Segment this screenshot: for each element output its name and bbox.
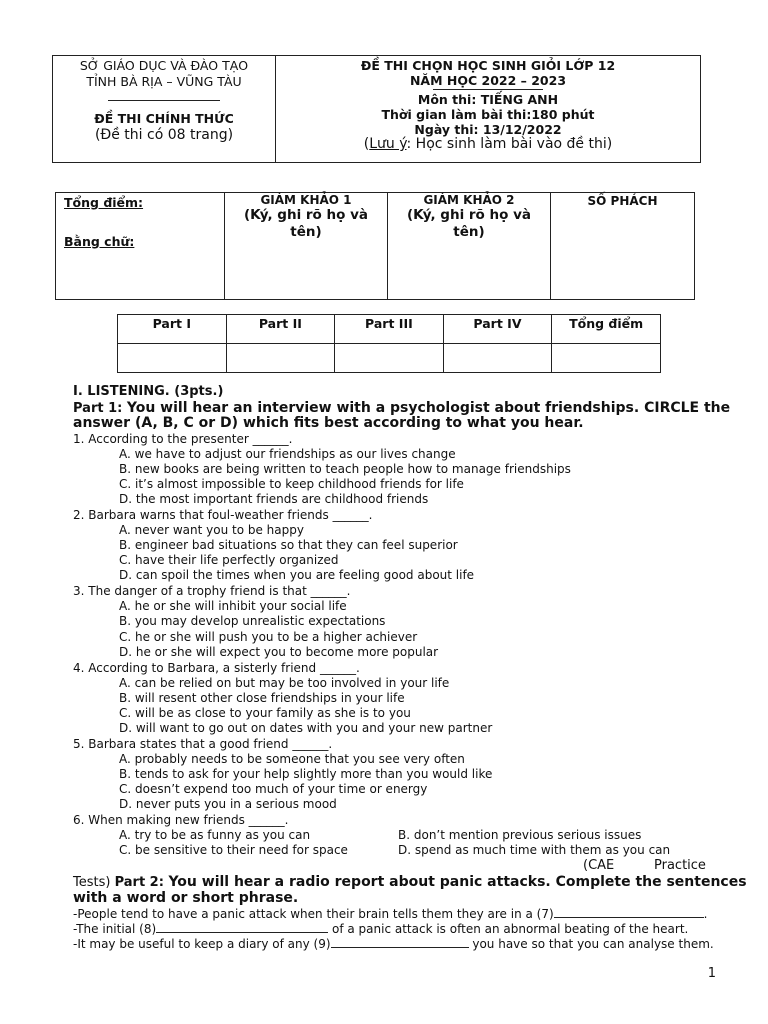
- exam-date: Ngày thi: 13/12/2022: [414, 122, 562, 137]
- answer-blank-8[interactable]: [156, 921, 328, 933]
- option-b[interactable]: B. will resent other close friendships in your life: [119, 691, 405, 705]
- score-in-words-label: Bằng chữ:: [64, 234, 135, 249]
- part-1-label: Part 1:: [73, 401, 127, 416]
- question-stem: 6. When making new friends ______.: [73, 813, 289, 827]
- option-d[interactable]: D. he or she will expect you to become more popular: [119, 645, 439, 659]
- option-a[interactable]: A. he or she will inhibit your social life: [119, 599, 347, 613]
- part-header: Part I: [118, 315, 227, 344]
- question-stem: 1. According to the presenter ______.: [73, 432, 293, 446]
- score-box: [55, 192, 695, 300]
- parts-score-table: [117, 314, 661, 373]
- option-d[interactable]: D. never puts you in a serious mood: [119, 797, 337, 811]
- department-name: SỞ GIÁO DỤC VÀ ĐÀO TẠO: [79, 58, 249, 73]
- source-practice: Practice: [654, 858, 706, 873]
- total-score-label: Tổng điểm:: [64, 195, 144, 210]
- examiner-1-title: GIÁM KHẢO 1: [260, 193, 352, 207]
- part-score-cell[interactable]: [335, 344, 444, 373]
- option-a[interactable]: A. try to be as funny as you can: [119, 828, 311, 842]
- examiner-2-sub: (Ký, ghi rõ họ và tên): [406, 207, 532, 240]
- examiner-1-sub: (Ký, ghi rõ họ và tên): [243, 207, 369, 240]
- option-c[interactable]: C. doesn’t expend too much of your time or energy: [119, 782, 428, 796]
- section-heading: I. LISTENING. (3pts.): [73, 384, 224, 399]
- option-d[interactable]: D. can spoil the times when you are feeling good about life: [119, 568, 475, 582]
- exam-header: [52, 55, 701, 163]
- divider: [433, 89, 543, 90]
- part-score-cell[interactable]: [443, 344, 552, 373]
- option-d[interactable]: D. the most important friends are childhood friends: [119, 492, 429, 506]
- examiner-2-cell[interactable]: [388, 193, 551, 300]
- header-right: [276, 56, 700, 162]
- question-stem: 5. Barbara states that a good friend ______.: [73, 737, 333, 751]
- part-1-instruction-cont: answer (A, B, C or D) which fits best according to what you hear.: [73, 415, 584, 431]
- examiner-1-cell[interactable]: [225, 193, 388, 300]
- note: (Lưu ý: Học sinh làm bài vào đề thi): [363, 136, 613, 152]
- exam-title: ĐỀ THI CHỌN HỌC SINH GIỎI LỚP 12: [360, 58, 616, 73]
- subject: Môn thi: TIẾNG ANH: [417, 92, 559, 107]
- part-2-instruction-cont: with a word or short phrase.: [73, 890, 299, 906]
- option-c[interactable]: C. be sensitive to their need for space: [119, 843, 348, 857]
- answer-blank-7[interactable]: [554, 906, 704, 918]
- option-b[interactable]: B. engineer bad situations so that they can feel superior: [119, 538, 458, 552]
- province-name: TỈNH BÀ RỊA – VŨNG TÀU: [86, 74, 242, 89]
- option-a[interactable]: A. probably needs to be someone that you see very often: [119, 752, 465, 766]
- option-c[interactable]: C. will be as close to your family as she is to you: [119, 706, 411, 720]
- option-a[interactable]: A. we have to adjust our friendships as our lives change: [119, 447, 456, 461]
- option-b[interactable]: B. don’t mention previous serious issues: [398, 828, 642, 842]
- part-header: Part IV: [443, 315, 552, 344]
- option-d[interactable]: D. will want to go out on dates with you and your new partner: [119, 721, 493, 735]
- option-b[interactable]: B. you may develop unrealistic expectations: [119, 614, 386, 628]
- official-label: ĐỀ THI CHÍNH THỨC: [94, 111, 234, 126]
- question-stem: 3. The danger of a trophy friend is that ______.: [73, 584, 351, 598]
- answer-blank-9[interactable]: [331, 936, 469, 948]
- header-left: [53, 56, 276, 162]
- part-2-label: Part 2:: [114, 875, 169, 890]
- note-label: Lưu ý: [369, 136, 407, 152]
- sentence-9: -It may be useful to keep a diary of any (9) you have so that you can analyse them.: [73, 937, 714, 951]
- option-c[interactable]: C. he or she will push you to be a higher achiever: [119, 630, 418, 644]
- sentence-8: -The initial (8) of a panic attack is often an abnormal beating of the heart.: [73, 922, 689, 936]
- examiner-2-title: GIÁM KHẢO 2: [423, 193, 515, 207]
- option-c[interactable]: C. have their life perfectly organized: [119, 553, 339, 567]
- part-score-cell[interactable]: [552, 344, 661, 373]
- code-cell[interactable]: [551, 193, 695, 300]
- divider: [108, 100, 220, 101]
- time-allowed: Thời gian làm bài thi:180 phút: [381, 107, 595, 122]
- note-text: : Học sinh làm bài vào đề thi): [406, 136, 613, 152]
- question-stem: 4. According to Barbara, a sisterly friend ______.: [73, 661, 360, 675]
- page-count: (Đề thi có 08 trang): [94, 127, 234, 143]
- part-score-cell[interactable]: [226, 344, 335, 373]
- school-year: NĂM HỌC 2022 – 2023: [409, 73, 567, 88]
- option-a[interactable]: A. never want you to be happy: [119, 523, 304, 537]
- total-score-cell[interactable]: [56, 193, 225, 300]
- option-b[interactable]: B. new books are being written to teach people how to manage friendships: [119, 462, 571, 476]
- option-d[interactable]: D. spend as much time with them as you can: [398, 843, 671, 857]
- option-a[interactable]: A. can be relied on but may be too involved in your life: [119, 676, 450, 690]
- part-2-instruction: Tests) Part 2: You will hear a radio report about panic attacks. Complete the sentences: [73, 874, 747, 890]
- part-1-instruction: Part 1: You will hear an interview with a psychologist about friendships. CIRCLE the: [73, 400, 731, 416]
- source-cae: (CAE: [583, 858, 615, 873]
- option-b[interactable]: B. tends to ask for your help slightly more than you would like: [119, 767, 493, 781]
- part-header: Part II: [226, 315, 335, 344]
- source-tests: Tests): [73, 875, 115, 890]
- option-c[interactable]: C. it’s almost impossible to keep childhood friends for life: [119, 477, 464, 491]
- sentence-7: -People tend to have a panic attack when their brain tells them they are in a (7) .: [73, 907, 708, 921]
- question-stem: 2. Barbara warns that foul-weather friends ______.: [73, 508, 373, 522]
- part-header: Part III: [335, 315, 444, 344]
- part-score-cell[interactable]: [118, 344, 227, 373]
- code-label: SỐ PHÁCH: [587, 194, 658, 208]
- part-header: Tổng điểm: [552, 315, 661, 344]
- page-number: 1: [707, 966, 716, 981]
